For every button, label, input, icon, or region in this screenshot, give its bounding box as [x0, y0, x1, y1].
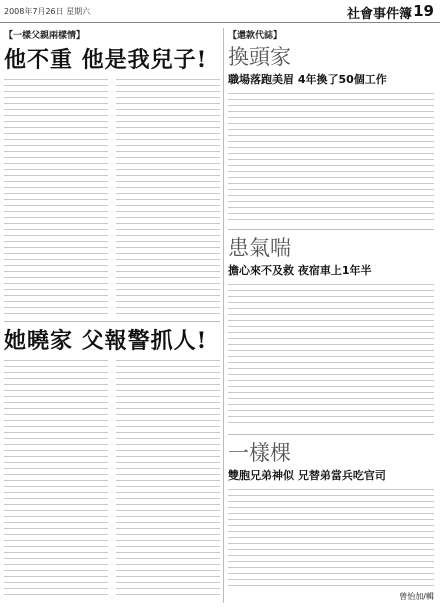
right-story2-title: 患氣喘 — [228, 236, 291, 260]
left-story1-text-b — [116, 79, 220, 315]
left-story2-title: 她曉家 父報警抓人! — [4, 328, 208, 354]
left-story1-title: 他不重 他是我兒子! — [4, 47, 208, 73]
right-story3-text — [228, 489, 434, 589]
left-story2-text-b — [116, 360, 220, 598]
story-divider — [4, 321, 220, 322]
right-column — [228, 28, 434, 602]
right-story1-title: 換頭家 — [228, 45, 291, 69]
right-story3-title: 一樣棵 — [228, 441, 291, 465]
page-number: 19 — [413, 2, 434, 20]
byline: 曾怡加/輯 — [399, 592, 434, 601]
page-header — [0, 0, 440, 23]
left-column — [4, 28, 220, 598]
right-kicker: 【還款代誌】 — [228, 31, 283, 41]
right-story3-subtitle: 雙胞兄弟神似 兄替弟當兵吃官司 — [228, 469, 386, 482]
issue-date: 2008年7月26日 星期六 — [4, 7, 91, 16]
left-kicker: 【一樣父親兩樣情】 — [4, 31, 86, 41]
column-divider — [223, 28, 224, 603]
story-divider — [228, 434, 434, 435]
right-story2-subtitle: 擔心來不及救 夜宿車上1年半 — [228, 264, 372, 277]
left-story2-body — [4, 360, 220, 598]
section-name: 社會事件簿 — [346, 7, 412, 22]
left-story1-body — [4, 79, 220, 315]
right-story1-subtitle: 職場落跑美眉 4年換了50個工作 — [228, 73, 387, 86]
left-story1-text-a — [4, 79, 108, 315]
right-story2-text — [228, 284, 434, 428]
story-divider — [228, 229, 434, 230]
right-story1-text — [228, 93, 434, 223]
left-story2-text-a — [4, 360, 108, 598]
